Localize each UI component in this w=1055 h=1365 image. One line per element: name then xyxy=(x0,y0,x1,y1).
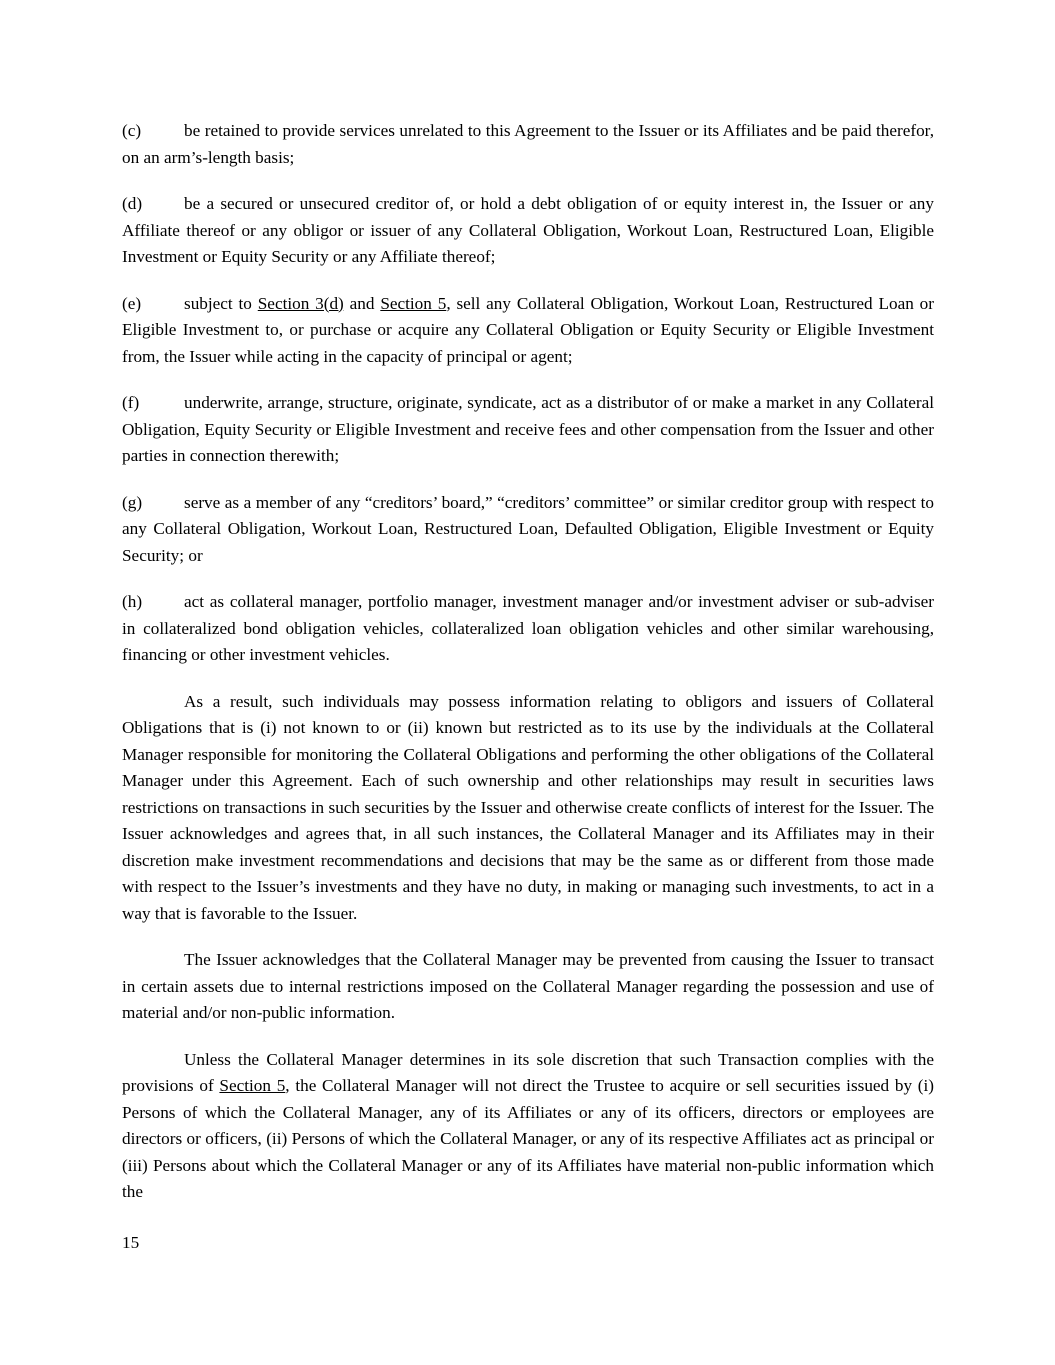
paragraph-clause-e xyxy=(122,291,934,371)
paragraph-text-unless-part2: , the Collateral Manager will not direct the Trustee to acquire or sell securities issued by (i) Persons of which the Collateral Manager, any of its Affiliates or any of its officers, directors or employees are directors or officers, (ii) Persons of which the Collateral Manager, or any of its respective Affiliates act as principal or (iii) Persons about which the Collateral Manager or any of its Affiliates have material non-public information which the xyxy=(122,1076,935,1201)
cross-reference-section-3d[interactable]: Section 3(d) xyxy=(257,293,344,313)
clause-label-d: (d) xyxy=(122,194,143,213)
paragraph-clause-c xyxy=(122,118,934,171)
paragraph-clause-f xyxy=(122,390,934,470)
clause-label-f: (f) xyxy=(122,393,140,412)
page-number: 15 xyxy=(122,1233,140,1252)
clause-text-c: be retained to provide services unrelated to this Agreement to the Issuer or its Affiliates and be paid therefor, on an arm’s-length basis; xyxy=(122,121,934,167)
clause-label-c: (c) xyxy=(122,121,142,140)
clause-text-h: act as collateral manager, portfolio manager, investment manager and/or investment adviser or sub-adviser in collateralized bond obligation vehicles, collateralized loan obligation vehicles and other similar warehousing, financing or other investment vehicles. xyxy=(122,592,934,664)
paragraph-as-a-result xyxy=(122,689,934,928)
paragraph-clause-g xyxy=(122,490,934,570)
clause-label-g: (g) xyxy=(122,492,143,512)
paragraph-text-as-a-result: As a result, such individuals may possess information relating to obligors and issuers of Collateral Obligations that is (i) not known to or (ii) known but restricted as to its use by the individuals at the Collateral Manager responsible for monitoring the Collateral Obligations and performing the other obligations of the Collateral Manager under this Agreement. Each of such ownership and other relationships may result in securities laws restrictions on transactions in such securities by the Issuer and otherwise create conflicts of interest for the Issuer. The Issuer acknowledges and agrees that, in all such instances, the Collateral Manager and its Affiliates may in their discretion make investment recommendations and decisions that may be the same as or different from those made with respect to the Issuer’s investments and they have no duty, in making or managing such investments, to act in a way that is favorable to the Issuer. xyxy=(122,691,934,923)
cross-reference-section-5-final[interactable]: Section 5 xyxy=(219,1076,286,1095)
clause-text-d: be a secured or unsecured creditor of, or hold a debt obligation of or equity interest in, the Issuer or any Affiliate thereof or any obligor or issuer of any Collateral Obligation, Workout Loan, Restructured Loan, Eligible Investment or Equity Security or any Affiliate thereof; xyxy=(122,194,934,266)
cross-reference-section-5[interactable]: Section 5 xyxy=(380,293,447,313)
clause-label-h: (h) xyxy=(122,592,143,611)
clause-text-f: underwrite, arrange, structure, originate, syndicate, act as a distributor of or make a market in any Collateral Obligation, Equity Security or Eligible Investment and receive fees and other compensation from the Issuer and other parties in connection therewith; xyxy=(122,393,934,465)
clause-text-e-part2: and xyxy=(343,293,381,313)
document-body xyxy=(122,118,934,1226)
paragraph-issuer-acknowledges xyxy=(122,947,934,1027)
paragraph-text-unless-part1: Unless the Collateral Manager determines in its sole discretion that such Transaction complies with the provisions of xyxy=(122,1049,934,1095)
clause-text-e-part1: subject to xyxy=(184,293,258,313)
paragraph-unless xyxy=(122,1047,934,1206)
paragraph-text-issuer-acknowledges: The Issuer acknowledges that the Collateral Manager may be prevented from causing the Issuer to transact in certain assets due to internal restrictions imposed on the Collateral Manager regarding the possession and use of material and/or non-public information. xyxy=(122,950,934,1022)
clause-text-g: serve as a member of any “creditors’ board,” “creditors’ committee” or similar creditor group with respect to any Collateral Obligation, Workout Loan, Restructured Loan, Defaulted Obligation, Eligible Investment or Equity Security; or xyxy=(122,492,934,565)
paragraph-clause-d xyxy=(122,191,934,271)
paragraph-clause-h xyxy=(122,589,934,669)
clause-text-e-part3: , sell any Collateral Obligation, Workout Loan, Restructured Loan or Eligible Investment to, or purchase or acquire any Collateral Obligation or Equity Security or Eligible Investment from, the Issuer while acting in the capacity of principal or agent; xyxy=(122,293,934,366)
clause-label-e: (e) xyxy=(122,293,142,313)
